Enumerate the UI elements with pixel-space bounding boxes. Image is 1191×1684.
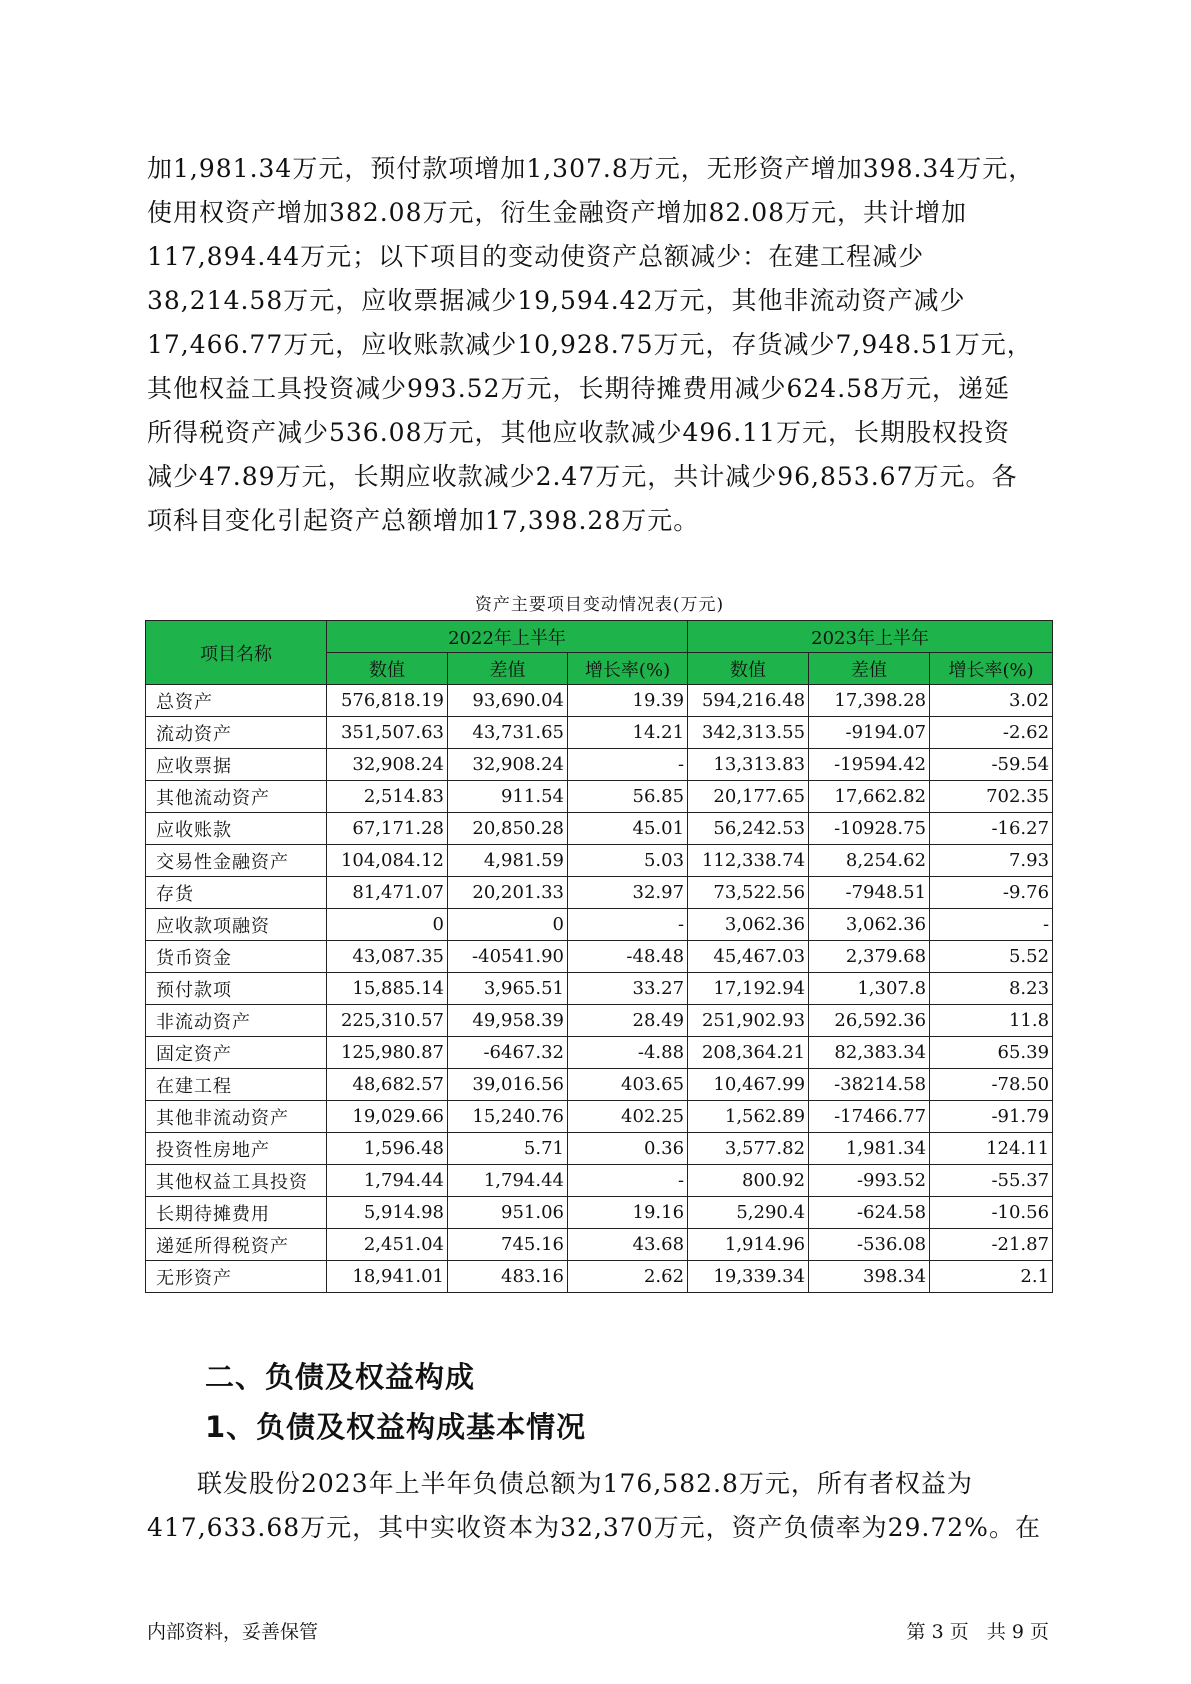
value-2022: 43,087.35 [327, 941, 448, 973]
growth-2022: -48.48 [568, 941, 688, 973]
row-item-name: 流动资产 [146, 717, 327, 749]
growth-2022: 402.25 [568, 1101, 688, 1133]
table-row [146, 1069, 1053, 1101]
growth-2023: 3.02 [930, 685, 1053, 717]
table-row [146, 813, 1053, 845]
table-row [146, 717, 1053, 749]
table-row [146, 1261, 1053, 1293]
value-2023: 19,339.34 [688, 1261, 809, 1293]
diff-2022: 20,850.28 [448, 813, 568, 845]
growth-2023: 11.8 [930, 1005, 1053, 1037]
table-header-row [146, 621, 1053, 653]
asset-change-table [145, 620, 1053, 1293]
diff-2023: 398.34 [809, 1261, 930, 1293]
row-item-name: 存货 [146, 877, 327, 909]
growth-2023: -21.87 [930, 1229, 1053, 1261]
footer-page-number: 第 3 页 共 9 页 [906, 1621, 1049, 1643]
intro-paragraph [147, 147, 1047, 543]
row-item-name: 其他流动资产 [146, 781, 327, 813]
diff-2022: 5.71 [448, 1133, 568, 1165]
intro-line: 17,466.77万元，应收账款减少10,928.75万元，存货减少7,948.51万元， [147, 330, 1033, 359]
diff-2022: 745.16 [448, 1229, 568, 1261]
diff-2022: 43,731.65 [448, 717, 568, 749]
value-2022: 1,794.44 [327, 1165, 448, 1197]
value-2022: 2,451.04 [327, 1229, 448, 1261]
header-diff: 差值 [448, 653, 568, 685]
header-period-2022: 2022年上半年 [327, 621, 688, 653]
value-2022: 125,980.87 [327, 1037, 448, 1069]
header-diff: 差值 [809, 653, 930, 685]
row-item-name: 预付款项 [146, 973, 327, 1005]
value-2023: 594,216.48 [688, 685, 809, 717]
body-line: 417,633.68万元，其中实收资本为32,370万元，资产负债率为29.72%。在 [147, 1513, 1041, 1542]
diff-2022: 20,201.33 [448, 877, 568, 909]
value-2023: 800.92 [688, 1165, 809, 1197]
value-2023: 45,467.03 [688, 941, 809, 973]
growth-2023: 2.1 [930, 1261, 1053, 1293]
intro-line: 使用权资产增加382.08万元，衍生金融资产增加82.08万元，共计增加 [147, 198, 968, 227]
growth-2022: 0.36 [568, 1133, 688, 1165]
growth-2023: 124.11 [930, 1133, 1053, 1165]
value-2022: 15,885.14 [327, 973, 448, 1005]
table-row [146, 1133, 1053, 1165]
table-body [146, 685, 1053, 1293]
value-2023: 56,242.53 [688, 813, 809, 845]
diff-2023: 17,662.82 [809, 781, 930, 813]
growth-2023: 8.23 [930, 973, 1053, 1005]
diff-2023: 17,398.28 [809, 685, 930, 717]
intro-line: 117,894.44万元；以下项目的变动使资产总额减少：在建工程减少 [147, 242, 925, 271]
growth-2022: 19.39 [568, 685, 688, 717]
value-2022: 48,682.57 [327, 1069, 448, 1101]
header-item-name: 项目名称 [146, 621, 327, 685]
diff-2022: -6467.32 [448, 1037, 568, 1069]
row-item-name: 投资性房地产 [146, 1133, 327, 1165]
value-2023: 3,062.36 [688, 909, 809, 941]
diff-2022: 32,908.24 [448, 749, 568, 781]
diff-2022: 1,794.44 [448, 1165, 568, 1197]
value-2023: 10,467.99 [688, 1069, 809, 1101]
intro-line: 其他权益工具投资减少993.52万元，长期待摊费用减少624.58万元，递延 [147, 374, 1010, 403]
diff-2023: -7948.51 [809, 877, 930, 909]
diff-2023: 1,981.34 [809, 1133, 930, 1165]
growth-2023: -55.37 [930, 1165, 1053, 1197]
intro-line: 项科目变化引起资产总额增加17,398.28万元。 [147, 506, 700, 535]
growth-2022: 32.97 [568, 877, 688, 909]
intro-line: 加1,981.34万元，预付款项增加1,307.8万元，无形资产增加398.34万元， [147, 154, 1035, 183]
table-row [146, 973, 1053, 1005]
growth-2022: -4.88 [568, 1037, 688, 1069]
diff-2022: 49,958.39 [448, 1005, 568, 1037]
diff-2023: -9194.07 [809, 717, 930, 749]
growth-2023: 7.93 [930, 845, 1053, 877]
value-2023: 208,364.21 [688, 1037, 809, 1069]
diff-2023: 26,592.36 [809, 1005, 930, 1037]
diff-2023: -536.08 [809, 1229, 930, 1261]
table-row [146, 1005, 1053, 1037]
header-period-2023: 2023年上半年 [688, 621, 1053, 653]
row-item-name: 应收票据 [146, 749, 327, 781]
diff-2023: -19594.42 [809, 749, 930, 781]
row-item-name: 在建工程 [146, 1069, 327, 1101]
table-row [146, 877, 1053, 909]
growth-2023: -59.54 [930, 749, 1053, 781]
value-2023: 1,914.96 [688, 1229, 809, 1261]
diff-2022: 0 [448, 909, 568, 941]
growth-2022: - [568, 1165, 688, 1197]
row-item-name: 无形资产 [146, 1261, 327, 1293]
table-row [146, 1165, 1053, 1197]
growth-2023: 702.35 [930, 781, 1053, 813]
growth-2023: - [930, 909, 1053, 941]
row-item-name: 应收账款 [146, 813, 327, 845]
value-2022: 19,029.66 [327, 1101, 448, 1133]
value-2022: 104,084.12 [327, 845, 448, 877]
growth-2023: -16.27 [930, 813, 1053, 845]
growth-2022: 14.21 [568, 717, 688, 749]
header-value: 数值 [327, 653, 448, 685]
row-item-name: 货币资金 [146, 941, 327, 973]
table-row [146, 909, 1053, 941]
diff-2023: 3,062.36 [809, 909, 930, 941]
diff-2022: 39,016.56 [448, 1069, 568, 1101]
intro-line: 减少47.89万元，长期应收款减少2.47万元，共计减少96,853.67万元。各 [147, 462, 1018, 491]
growth-2023: -2.62 [930, 717, 1053, 749]
growth-2022: 19.16 [568, 1197, 688, 1229]
row-item-name: 总资产 [146, 685, 327, 717]
diff-2022: 483.16 [448, 1261, 568, 1293]
footer-confidential-note: 内部资料，妥善保管 [147, 1621, 319, 1643]
value-2023: 13,313.83 [688, 749, 809, 781]
table-row [146, 749, 1053, 781]
growth-2022: 45.01 [568, 813, 688, 845]
growth-2023: 5.52 [930, 941, 1053, 973]
diff-2022: 4,981.59 [448, 845, 568, 877]
diff-2023: -624.58 [809, 1197, 930, 1229]
value-2022: 2,514.83 [327, 781, 448, 813]
value-2022: 576,818.19 [327, 685, 448, 717]
growth-2022: - [568, 909, 688, 941]
table-row [146, 1229, 1053, 1261]
table-caption: 资产主要项目变动情况表(万元) [474, 595, 725, 615]
diff-2023: -10928.75 [809, 813, 930, 845]
diff-2022: 93,690.04 [448, 685, 568, 717]
value-2022: 67,171.28 [327, 813, 448, 845]
table-row [146, 1197, 1053, 1229]
row-item-name: 长期待摊费用 [146, 1197, 327, 1229]
value-2022: 225,310.57 [327, 1005, 448, 1037]
diff-2022: 951.06 [448, 1197, 568, 1229]
row-item-name: 其他权益工具投资 [146, 1165, 327, 1197]
value-2023: 17,192.94 [688, 973, 809, 1005]
diff-2023: 2,379.68 [809, 941, 930, 973]
value-2023: 20,177.65 [688, 781, 809, 813]
table-row [146, 941, 1053, 973]
header-growth: 增长率(%) [568, 653, 688, 685]
diff-2022: 3,965.51 [448, 973, 568, 1005]
row-item-name: 其他非流动资产 [146, 1101, 327, 1133]
value-2023: 1,562.89 [688, 1101, 809, 1133]
growth-2022: 33.27 [568, 973, 688, 1005]
value-2023: 3,577.82 [688, 1133, 809, 1165]
diff-2022: -40541.90 [448, 941, 568, 973]
growth-2023: -9.76 [930, 877, 1053, 909]
body-paragraph [147, 1462, 1047, 1550]
value-2022: 32,908.24 [327, 749, 448, 781]
diff-2023: -17466.77 [809, 1101, 930, 1133]
diff-2023: -993.52 [809, 1165, 930, 1197]
row-item-name: 非流动资产 [146, 1005, 327, 1037]
table-row [146, 1101, 1053, 1133]
section-heading: 二、负债及权益构成 [205, 1360, 476, 1394]
growth-2022: 28.49 [568, 1005, 688, 1037]
row-item-name: 递延所得税资产 [146, 1229, 327, 1261]
diff-2022: 911.54 [448, 781, 568, 813]
subsection-heading: 1、负债及权益构成基本情况 [205, 1410, 587, 1444]
body-line: 联发股份2023年上半年负债总额为176,582.8万元，所有者权益为 [197, 1469, 973, 1498]
value-2023: 112,338.74 [688, 845, 809, 877]
growth-2022: - [568, 749, 688, 781]
diff-2023: 1,307.8 [809, 973, 930, 1005]
growth-2022: 2.62 [568, 1261, 688, 1293]
header-growth: 增长率(%) [930, 653, 1053, 685]
growth-2022: 43.68 [568, 1229, 688, 1261]
value-2022: 1,596.48 [327, 1133, 448, 1165]
row-item-name: 固定资产 [146, 1037, 327, 1069]
table-row [146, 781, 1053, 813]
intro-line: 所得税资产减少536.08万元，其他应收款减少496.11万元，长期股权投资 [147, 418, 1010, 447]
table-row [146, 685, 1053, 717]
diff-2023: 8,254.62 [809, 845, 930, 877]
value-2022: 0 [327, 909, 448, 941]
value-2022: 351,507.63 [327, 717, 448, 749]
value-2023: 342,313.55 [688, 717, 809, 749]
growth-2022: 56.85 [568, 781, 688, 813]
growth-2023: -91.79 [930, 1101, 1053, 1133]
value-2022: 81,471.07 [327, 877, 448, 909]
growth-2022: 5.03 [568, 845, 688, 877]
header-value: 数值 [688, 653, 809, 685]
diff-2023: -38214.58 [809, 1069, 930, 1101]
growth-2023: -78.50 [930, 1069, 1053, 1101]
value-2023: 5,290.4 [688, 1197, 809, 1229]
table-row [146, 1037, 1053, 1069]
diff-2023: 82,383.34 [809, 1037, 930, 1069]
row-item-name: 交易性金融资产 [146, 845, 327, 877]
table-row [146, 845, 1053, 877]
value-2022: 18,941.01 [327, 1261, 448, 1293]
diff-2022: 15,240.76 [448, 1101, 568, 1133]
value-2023: 251,902.93 [688, 1005, 809, 1037]
value-2023: 73,522.56 [688, 877, 809, 909]
intro-line: 38,214.58万元，应收票据减少19,594.42万元，其他非流动资产减少 [147, 286, 966, 315]
growth-2022: 403.65 [568, 1069, 688, 1101]
value-2022: 5,914.98 [327, 1197, 448, 1229]
row-item-name: 应收款项融资 [146, 909, 327, 941]
growth-2023: 65.39 [930, 1037, 1053, 1069]
growth-2023: -10.56 [930, 1197, 1053, 1229]
